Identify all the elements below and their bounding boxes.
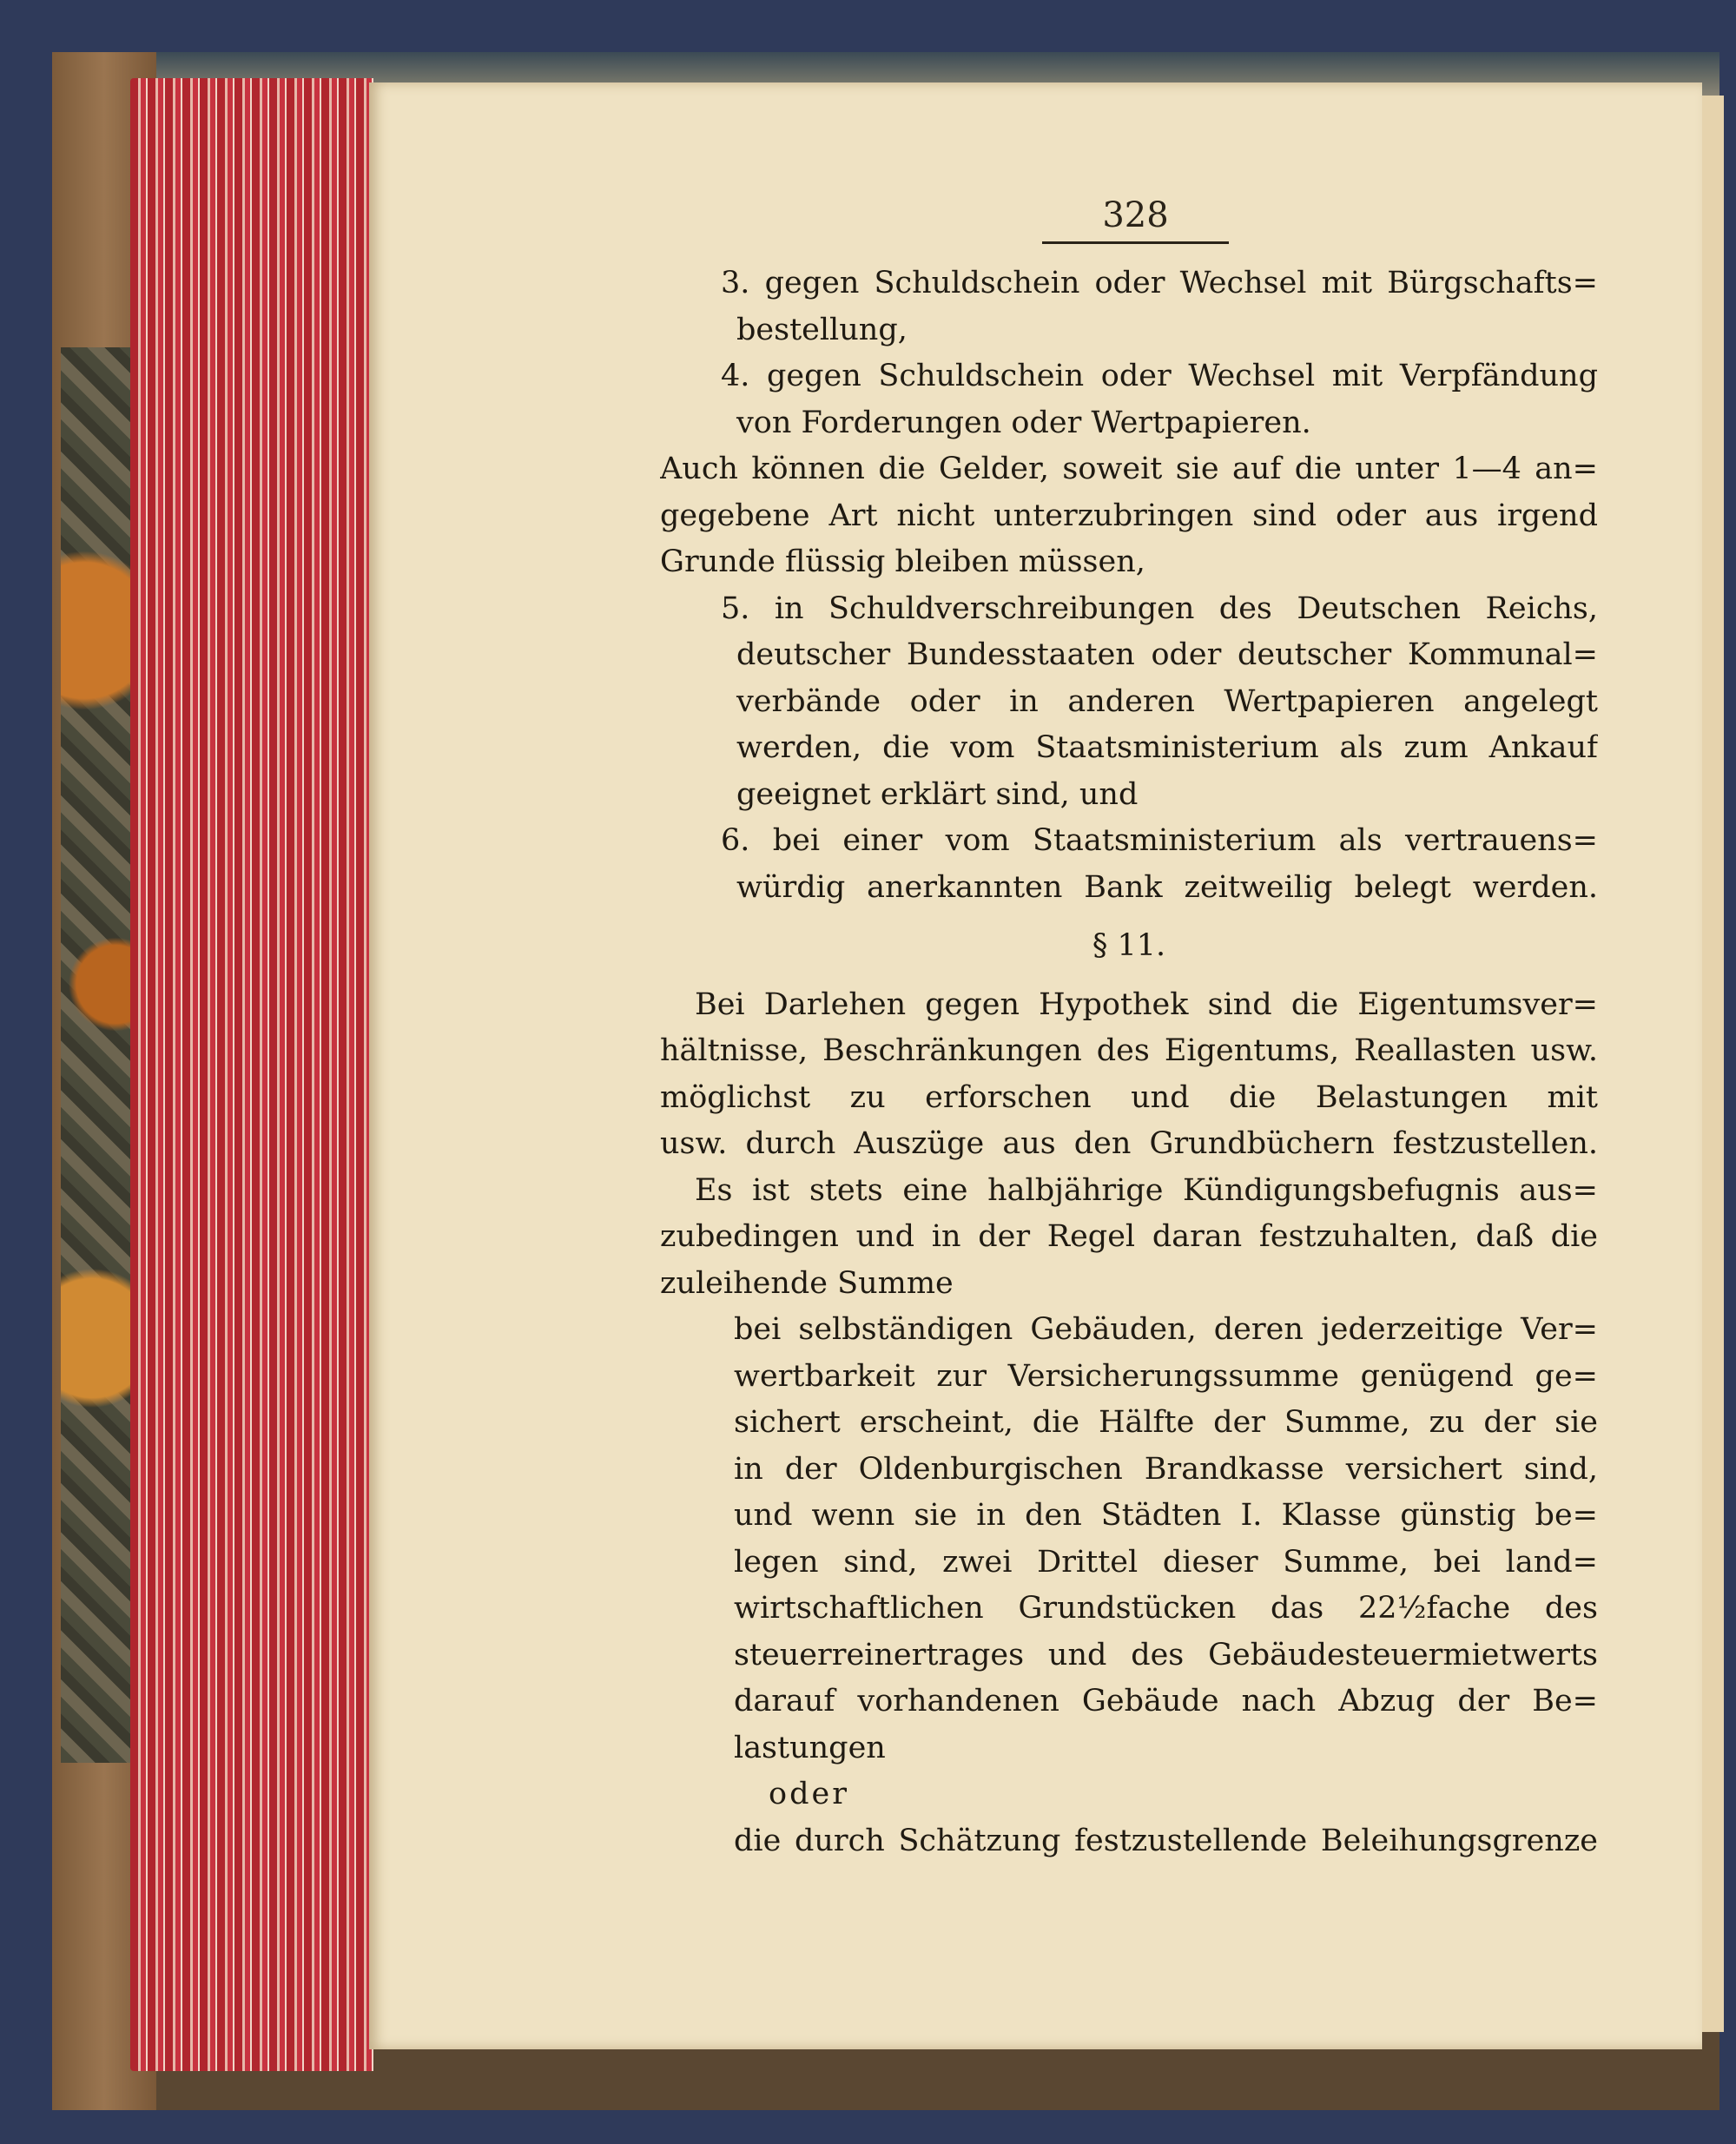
text-line: 6. bei einer vom Staatsministerium als vertrauens= xyxy=(721,823,1598,858)
text-line: steuerreinertrages und des Gebäudesteuermietwerts xyxy=(734,1637,1598,1672)
text-line: werden, die vom Staatsministerium als zum Ankauf xyxy=(736,730,1598,765)
text-line: 3. gegen Schuldschein oder Wechsel mit Bürgschafts= xyxy=(721,266,1598,300)
marbled-cover-paper xyxy=(61,347,139,1763)
text-line: in der Oldenburgischen Brandkasse versichert sind, xyxy=(734,1451,1598,1487)
section-heading: § 11. xyxy=(1092,928,1166,963)
text-line: die durch Schätzung festzustellende Beleihungsgrenze xyxy=(734,1823,1598,1858)
text-line xyxy=(660,923,1598,970)
text-line: verbände oder in anderen Wertpapieren angelegt xyxy=(736,683,1598,719)
text-line: Bei Darlehen gegen Hypothek sind die Eigentumsver= xyxy=(695,986,1598,1022)
text-line: oder xyxy=(769,1777,849,1811)
text-line: gegebene Art nicht unterzubringen sind oder aus irgend xyxy=(660,498,1598,533)
text-line: sichert erscheint, die Hälfte der Summe, zu der sie xyxy=(734,1405,1598,1440)
text-line: bestellung, xyxy=(736,312,908,347)
text-line: legen sind, zwei Drittel dieser Summe, bei land= xyxy=(734,1544,1598,1580)
text-line: lastungen xyxy=(734,1730,886,1765)
text-line: bei selbständigen Gebäuden, deren jederzeitige Ver= xyxy=(734,1312,1598,1347)
text-line: Es ist stets eine halbjährige Kündigungsbefugnis aus= xyxy=(695,1172,1598,1208)
text-line: von Forderungen oder Wertpapieren. xyxy=(736,405,1311,440)
text-line: darauf vorhandenen Gebäude nach Abzug der Be= xyxy=(734,1684,1598,1718)
text-line: möglichst zu erforschen und die Belastungen mit xyxy=(660,1079,1598,1115)
text-line: wirtschaftlichen Grundstücken das 22½fache des xyxy=(734,1591,1598,1626)
text-line: 4. gegen Schuldschein oder Wechsel mit Verpfändung xyxy=(721,359,1598,393)
text-line: 5. in Schuldverschreibungen des Deutschen Reichs, xyxy=(721,590,1598,626)
text-line: würdig anerkannten Bank zeitweilig belegt werden. xyxy=(736,869,1598,905)
text-line: hältnisse, Beschränkungen des Eigentums, Reallasten usw. xyxy=(660,1033,1598,1068)
text-line: wertbarkeit zur Versicherungssumme genügend ge= xyxy=(734,1358,1598,1394)
text-line: zuleihende Summe xyxy=(660,1265,954,1301)
text-line: Grunde flüssig bleiben müssen, xyxy=(660,544,1145,579)
text-line: deutscher Bundesstaaten oder deutscher Kommunal= xyxy=(736,637,1598,672)
text-line: geeignet erklärt sind, und xyxy=(736,776,1139,812)
page-number-rule xyxy=(1042,241,1229,244)
page-body xyxy=(660,261,1598,1864)
text-line: Auch können die Gelder, soweit sie auf die unter 1—4 an= xyxy=(660,452,1598,486)
text-line: zubedingen und in der Regel daran festzuhalten, daß die xyxy=(660,1219,1598,1254)
page-number: 328 xyxy=(1102,195,1169,235)
text-line: und wenn sie in den Städten I. Klasse günstig be= xyxy=(734,1498,1598,1533)
red-page-edges xyxy=(130,78,373,2071)
text-line: usw. durch Auszüge aus den Grundbüchern festzustellen. xyxy=(660,1126,1598,1161)
